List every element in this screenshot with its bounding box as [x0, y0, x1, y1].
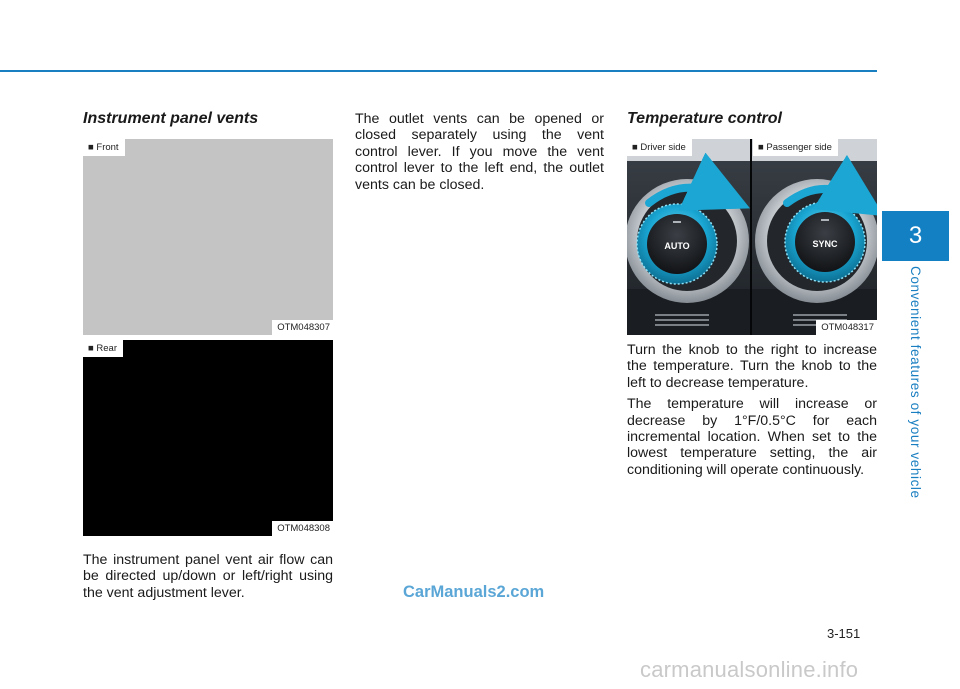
- driver-side-label: ■ Driver side: [627, 139, 692, 156]
- footer-site-text: carmanualsonline.info: [640, 657, 859, 682]
- climate-knobs-illustration: [627, 139, 877, 335]
- vents-paragraph: The instrument panel vent air flow can be directed up/down or left/right using the vent adjustment lever.: [83, 552, 333, 601]
- passenger-side-label: ■ Passenger side: [753, 139, 838, 156]
- temperature-figure: [627, 139, 877, 335]
- rear-vent-figure: [83, 340, 333, 536]
- watermark-link[interactable]: CarManuals2.com: [403, 583, 545, 601]
- front-vent-figure: [83, 139, 333, 335]
- front-figure-code: OTM048307: [272, 320, 333, 335]
- chapter-title: Convenient features of your vehicle: [908, 266, 923, 499]
- front-label: ■ Front: [83, 139, 125, 156]
- temperature-paragraph-1: Turn the knob to the right to increase the temperature. Turn the knob to the left to decrease temperature.: [627, 342, 877, 391]
- temperature-text: [627, 342, 877, 478]
- temperature-heading: Temperature control: [627, 110, 782, 127]
- vents-heading: Instrument panel vents: [83, 110, 259, 127]
- sync-knob-label: SYNC: [812, 239, 838, 249]
- auto-knob-label: AUTO: [664, 241, 690, 251]
- rear-label: ■ Rear: [83, 340, 123, 357]
- page-number: 3-151: [827, 626, 861, 641]
- outlet-paragraph: The outlet vents can be opened or closed separately using the vent control lever. If you move the vent control lever to the left end, the outlet vents can be closed.: [355, 111, 604, 193]
- temperature-paragraph-2: The temperature will increase or decrease by 1°F/0.5°C for each incremental location. When set to the lowest temperature setting, the air conditioning will operate continuously.: [627, 396, 877, 478]
- temperature-figure-code: OTM048317: [816, 320, 877, 335]
- chapter-tab[interactable]: [882, 211, 949, 261]
- header-rule: [0, 70, 877, 72]
- chapter-number: 3: [908, 222, 923, 249]
- rear-figure-code: OTM048308: [272, 521, 333, 536]
